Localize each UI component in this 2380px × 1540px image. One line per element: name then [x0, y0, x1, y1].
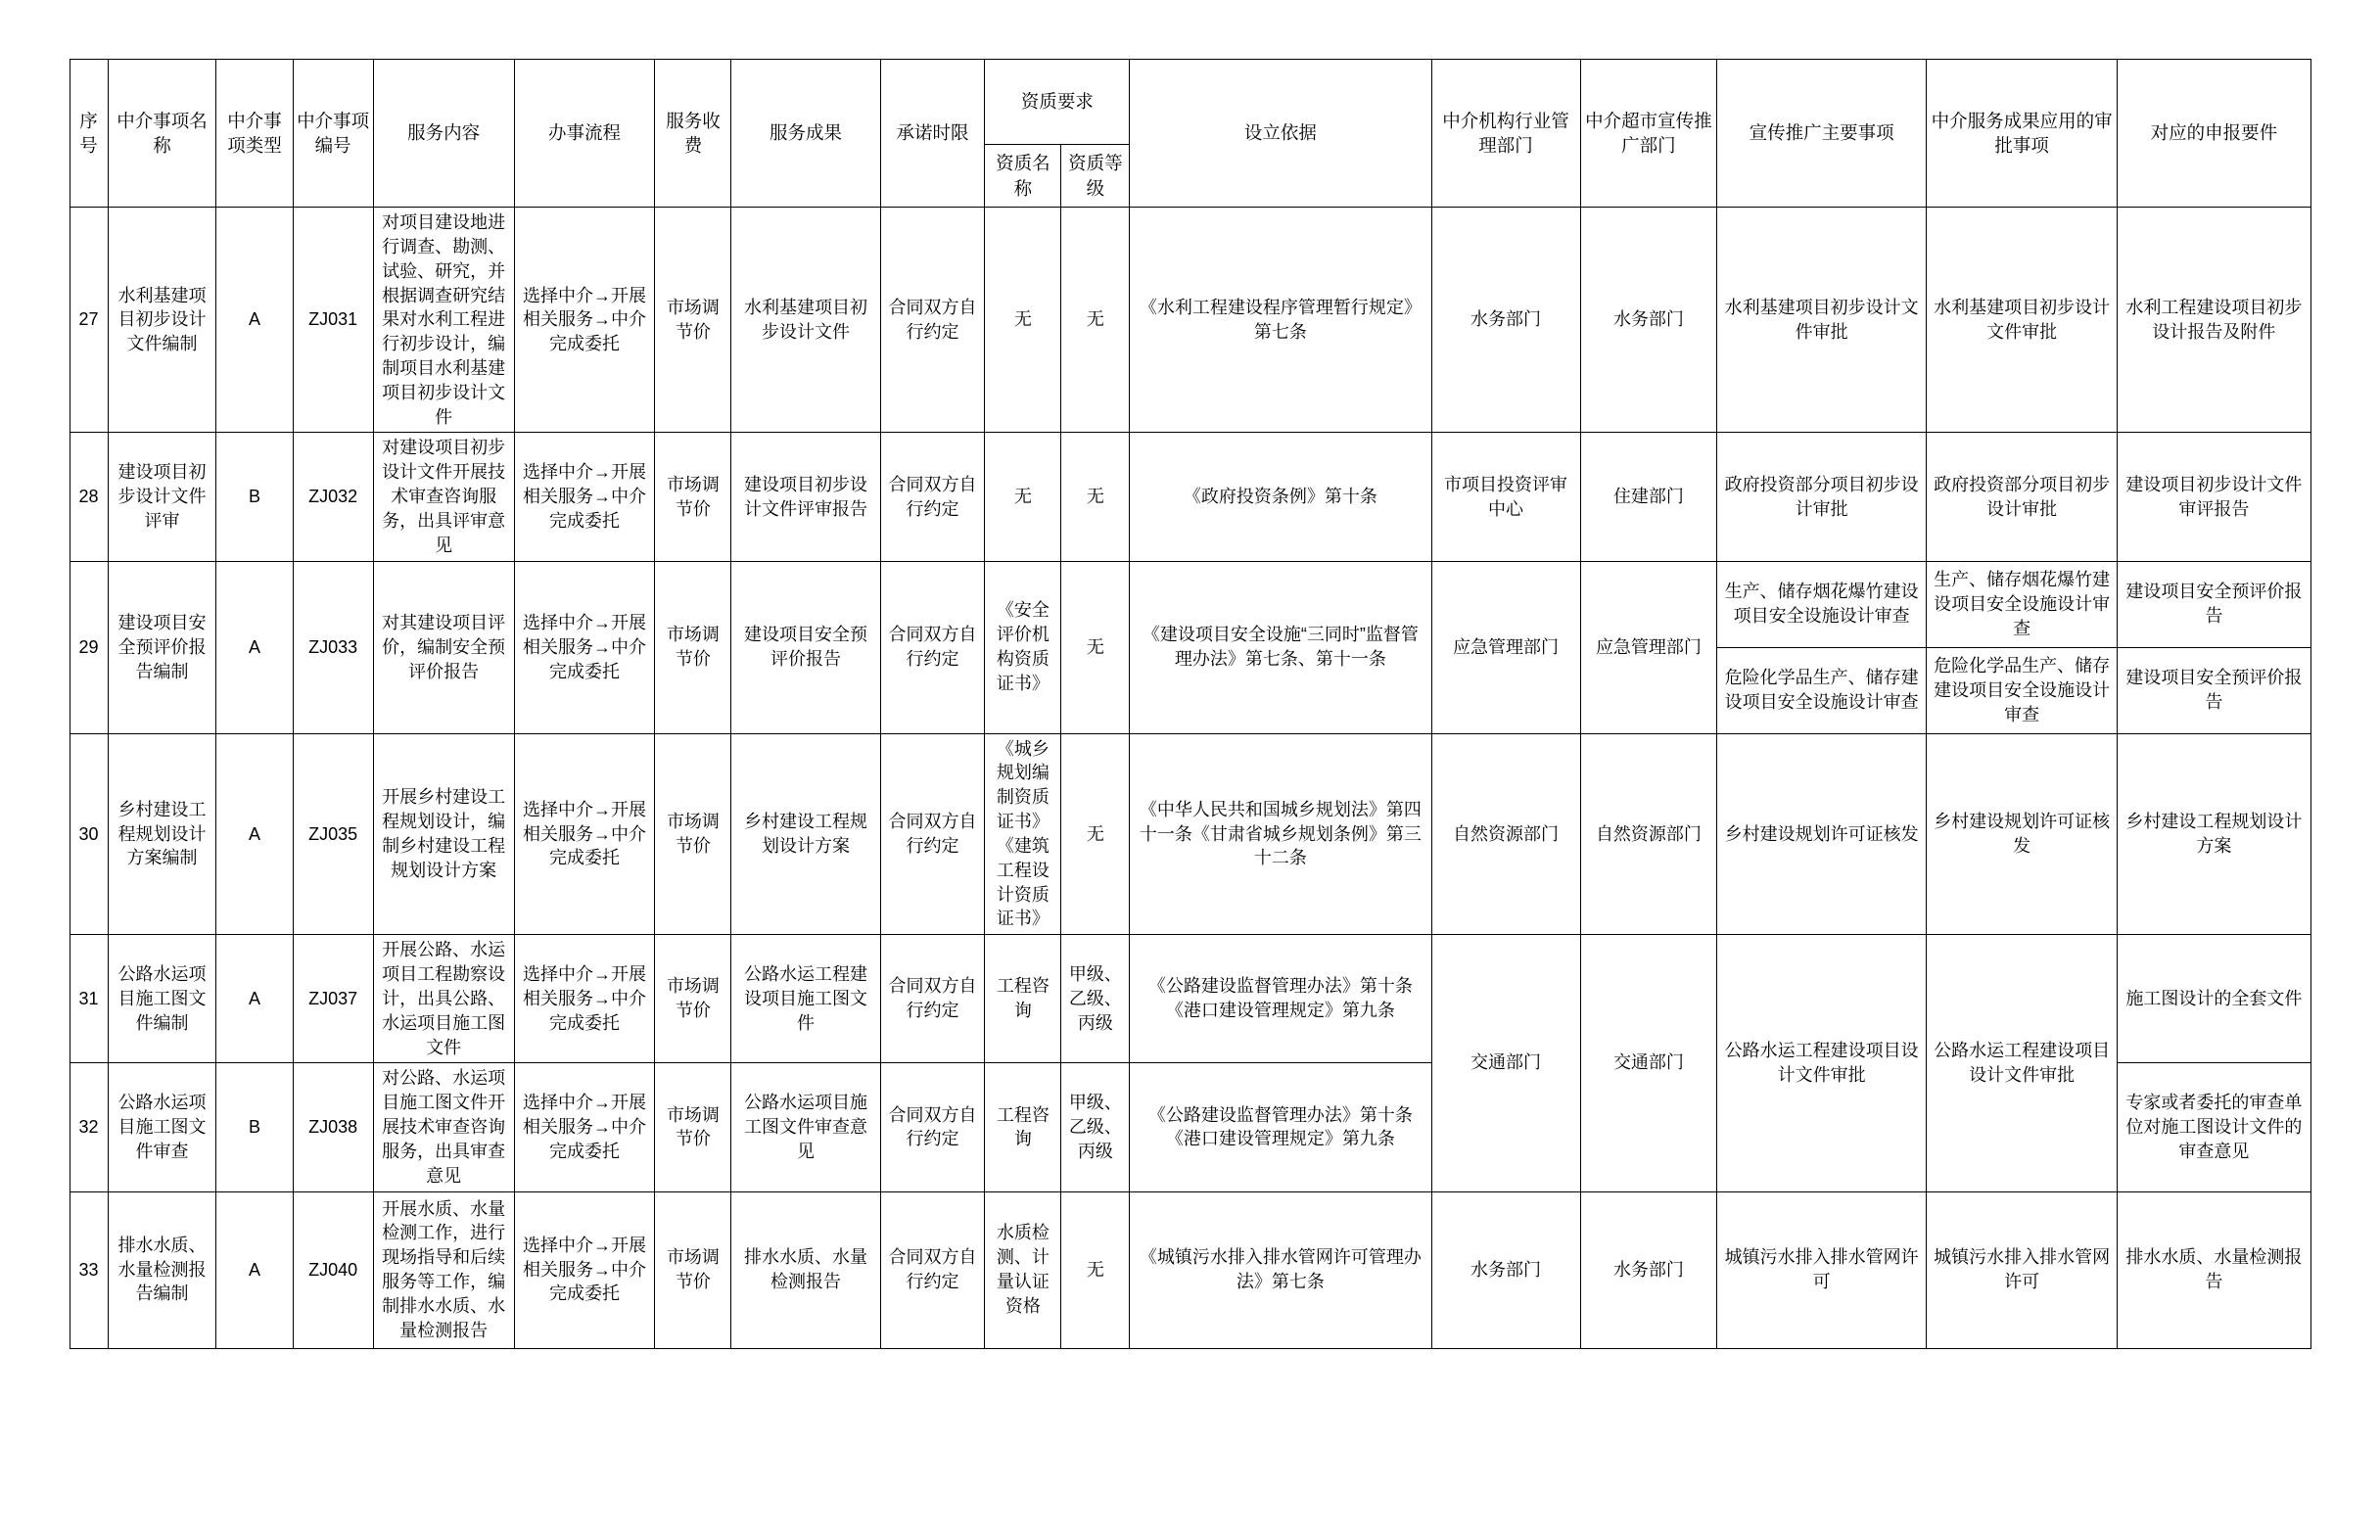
cell-qual-name: 《城乡规划编制资质证书》《建筑工程设计资质证书》: [985, 733, 1061, 935]
cell-type: A: [216, 561, 293, 733]
cell-content: 对其建设项目评价，编制安全预评价报告: [373, 561, 514, 733]
header-qualification-group: 资质要求: [985, 60, 1130, 145]
cell-fee: 市场调节价: [655, 935, 731, 1063]
cell-code: ZJ038: [293, 1063, 373, 1191]
cell-time: 合同双方自行约定: [880, 935, 985, 1063]
cell-flow: 选择中介→开展相关服务→中介完成委托: [514, 561, 655, 733]
cell-seq: 33: [70, 1191, 108, 1348]
cell-promo-items: 城镇污水排入排水管网许可: [1717, 1191, 1927, 1348]
cell-approval-items: 水利基建项目初步设计文件审批: [1926, 208, 2117, 433]
header-apply-docs: 对应的申报要件: [2118, 60, 2310, 208]
cell-name: 水利基建项目初步设计文件编制: [108, 208, 216, 433]
cell-promo-dept: 自然资源部门: [1580, 733, 1717, 935]
cell-flow: 选择中介→开展相关服务→中介完成委托: [514, 733, 655, 935]
cell-apply-docs: 水利工程建设项目初步设计报告及附件: [2118, 208, 2310, 433]
cell-fee: 市场调节价: [655, 433, 731, 561]
cell-approval-items: 危险化学品生产、储存建设项目安全设施设计审查: [1926, 647, 2117, 733]
cell-time: 合同双方自行约定: [880, 1063, 985, 1191]
cell-apply-docs: 施工图设计的全套文件: [2118, 935, 2310, 1063]
cell-fee: 市场调节价: [655, 1063, 731, 1191]
cell-industry-dept: 水务部门: [1431, 1191, 1580, 1348]
cell-name: 公路水运项目施工图文件编制: [108, 935, 216, 1063]
cell-code: ZJ040: [293, 1191, 373, 1348]
cell-code: ZJ033: [293, 561, 373, 733]
cell-qual-level: 甲级、乙级、丙级: [1061, 935, 1130, 1063]
cell-type: A: [216, 733, 293, 935]
cell-industry-dept: 交通部门: [1431, 935, 1580, 1191]
table-row: [70, 561, 2310, 647]
cell-time: 合同双方自行约定: [880, 208, 985, 433]
header-code: 中介事项编号: [293, 60, 373, 208]
cell-promo-items: 公路水运工程建设项目设计文件审批: [1717, 935, 1927, 1191]
cell-type: A: [216, 1191, 293, 1348]
cell-content: 对项目建设地进行调查、勘测、试验、研究，并根据调查研究结果对水利工程进行初步设计，编制项目水利基建项目初步设计文件: [373, 208, 514, 433]
cell-apply-docs: 建设项目初步设计文件审评报告: [2118, 433, 2310, 561]
cell-result: 建设项目初步设计文件评审报告: [731, 433, 880, 561]
cell-promo-items: 政府投资部分项目初步设计审批: [1717, 433, 1927, 561]
header-qual-name: 资质名称: [985, 145, 1061, 208]
cell-content: 开展公路、水运项目工程勘察设计，出具公路、水运项目施工图文件: [373, 935, 514, 1063]
cell-result: 公路水运工程建设项目施工图文件: [731, 935, 880, 1063]
cell-name: 乡村建设工程规划设计方案编制: [108, 733, 216, 935]
cell-content: 开展水质、水量检测工作，进行现场指导和后续服务等工作，编制排水水质、水量检测报告: [373, 1191, 514, 1348]
cell-promo-items: 水利基建项目初步设计文件审批: [1717, 208, 1927, 433]
cell-industry-dept: 应急管理部门: [1431, 561, 1580, 733]
header-basis: 设立依据: [1130, 60, 1431, 208]
cell-fee: 市场调节价: [655, 1191, 731, 1348]
cell-apply-docs: 专家或者委托的审查单位对施工图设计文件的审查意见: [2118, 1063, 2310, 1191]
header-industry-dept: 中介机构行业管理部门: [1431, 60, 1580, 208]
cell-industry-dept: 市项目投资评审中心: [1431, 433, 1580, 561]
header-content: 服务内容: [373, 60, 514, 208]
cell-qual-name: 工程咨询: [985, 935, 1061, 1063]
cell-promo-dept: 应急管理部门: [1580, 561, 1717, 733]
header-name: 中介事项名称: [108, 60, 216, 208]
cell-qual-level: 无: [1061, 208, 1130, 433]
cell-seq: 27: [70, 208, 108, 433]
header-qual-level: 资质等级: [1061, 145, 1130, 208]
header-seq: 序号: [70, 60, 108, 208]
table-row: [70, 1191, 2310, 1348]
table-row: [70, 433, 2310, 561]
cell-flow: 选择中介→开展相关服务→中介完成委托: [514, 1063, 655, 1191]
cell-name: 排水水质、水量检测报告编制: [108, 1191, 216, 1348]
cell-code: ZJ037: [293, 935, 373, 1063]
cell-qual-level: 无: [1061, 733, 1130, 935]
cell-fee: 市场调节价: [655, 208, 731, 433]
cell-result: 排水水质、水量检测报告: [731, 1191, 880, 1348]
cell-flow: 选择中介→开展相关服务→中介完成委托: [514, 1191, 655, 1348]
cell-flow: 选择中介→开展相关服务→中介完成委托: [514, 208, 655, 433]
cell-result: 乡村建设工程规划设计方案: [731, 733, 880, 935]
cell-qual-name: 无: [985, 208, 1061, 433]
cell-apply-docs: 建设项目安全预评价报告: [2118, 647, 2310, 733]
cell-qual-level: 无: [1061, 433, 1130, 561]
cell-time: 合同双方自行约定: [880, 1191, 985, 1348]
header-approval-items: 中介服务成果应用的审批事项: [1926, 60, 2117, 208]
header-flow: 办事流程: [514, 60, 655, 208]
cell-qual-level: 无: [1061, 1191, 1130, 1348]
cell-fee: 市场调节价: [655, 733, 731, 935]
cell-basis: 《公路建设监督管理办法》第十条《港口建设管理规定》第九条: [1130, 1063, 1431, 1191]
cell-code: ZJ032: [293, 433, 373, 561]
cell-qual-level: 甲级、乙级、丙级: [1061, 1063, 1130, 1191]
table-header-row: [70, 60, 2310, 145]
cell-basis: 《建设项目安全设施“三同时”监督管理办法》第七条、第十一条: [1130, 561, 1431, 733]
cell-approval-items: 政府投资部分项目初步设计审批: [1926, 433, 2117, 561]
cell-promo-items: 危险化学品生产、储存建设项目安全设施设计审查: [1717, 647, 1927, 733]
cell-content: 对建设项目初步设计文件开展技术审查咨询服务，出具评审意见: [373, 433, 514, 561]
cell-seq: 29: [70, 561, 108, 733]
cell-type: A: [216, 935, 293, 1063]
header-time: 承诺时限: [880, 60, 985, 208]
cell-flow: 选择中介→开展相关服务→中介完成委托: [514, 433, 655, 561]
cell-basis: 《中华人民共和国城乡规划法》第四十一条《甘肃省城乡规划条例》第三十二条: [1130, 733, 1431, 935]
cell-apply-docs: 建设项目安全预评价报告: [2118, 561, 2310, 647]
cell-promo-dept: 住建部门: [1580, 433, 1717, 561]
cell-flow: 选择中介→开展相关服务→中介完成委托: [514, 935, 655, 1063]
cell-approval-items: 城镇污水排入排水管网许可: [1926, 1191, 2117, 1348]
table-row: [70, 733, 2310, 935]
cell-approval-items: 公路水运工程建设项目设计文件审批: [1926, 935, 2117, 1191]
cell-content: 开展乡村建设工程规划设计，编制乡村建设工程规划设计方案: [373, 733, 514, 935]
cell-name: 公路水运项目施工图文件审查: [108, 1063, 216, 1191]
cell-seq: 28: [70, 433, 108, 561]
cell-industry-dept: 水务部门: [1431, 208, 1580, 433]
cell-type: A: [216, 208, 293, 433]
cell-approval-items: 乡村建设规划许可证核发: [1926, 733, 2117, 935]
cell-code: ZJ035: [293, 733, 373, 935]
cell-qual-level: 无: [1061, 561, 1130, 733]
cell-qual-name: 工程咨询: [985, 1063, 1061, 1191]
cell-promo-dept: 水务部门: [1580, 208, 1717, 433]
cell-promo-items: 乡村建设规划许可证核发: [1717, 733, 1927, 935]
table-row: [70, 208, 2310, 433]
cell-qual-name: 《安全评价机构资质证书》: [985, 561, 1061, 733]
cell-promo-items: 生产、储存烟花爆竹建设项目安全设施设计审查: [1717, 561, 1927, 647]
cell-promo-dept: 交通部门: [1580, 935, 1717, 1191]
cell-name: 建设项目初步设计文件评审: [108, 433, 216, 561]
header-type: 中介事项类型: [216, 60, 293, 208]
cell-qual-name: 水质检测、计量认证资格: [985, 1191, 1061, 1348]
cell-seq: 31: [70, 935, 108, 1063]
header-promo-items: 宣传推广主要事项: [1717, 60, 1927, 208]
cell-seq: 30: [70, 733, 108, 935]
cell-apply-docs: 乡村建设工程规划设计方案: [2118, 733, 2310, 935]
cell-result: 公路水运项目施工图文件审查意见: [731, 1063, 880, 1191]
cell-fee: 市场调节价: [655, 561, 731, 733]
cell-seq: 32: [70, 1063, 108, 1191]
cell-time: 合同双方自行约定: [880, 733, 985, 935]
cell-basis: 《水利工程建设程序管理暂行规定》第七条: [1130, 208, 1431, 433]
header-fee: 服务收费: [655, 60, 731, 208]
cell-qual-name: 无: [985, 433, 1061, 561]
cell-time: 合同双方自行约定: [880, 433, 985, 561]
cell-basis: 《政府投资条例》第十条: [1130, 433, 1431, 561]
cell-result: 水利基建项目初步设计文件: [731, 208, 880, 433]
cell-content: 对公路、水运项目施工图文件开展技术审查咨询服务，出具审查意见: [373, 1063, 514, 1191]
cell-apply-docs: 排水水质、水量检测报告: [2118, 1191, 2310, 1348]
table-row: [70, 935, 2310, 1063]
cell-basis: 《城镇污水排入排水管网许可管理办法》第七条: [1130, 1191, 1431, 1348]
cell-type: B: [216, 1063, 293, 1191]
cell-result: 建设项目安全预评价报告: [731, 561, 880, 733]
cell-promo-dept: 水务部门: [1580, 1191, 1717, 1348]
header-result: 服务成果: [731, 60, 880, 208]
intermediary-services-table: [70, 59, 2311, 1349]
cell-time: 合同双方自行约定: [880, 561, 985, 733]
cell-approval-items: 生产、储存烟花爆竹建设项目安全设施设计审查: [1926, 561, 2117, 647]
header-promo-dept: 中介超市宣传推广部门: [1580, 60, 1717, 208]
cell-code: ZJ031: [293, 208, 373, 433]
cell-basis: 《公路建设监督管理办法》第十条《港口建设管理规定》第九条: [1130, 935, 1431, 1063]
cell-name: 建设项目安全预评价报告编制: [108, 561, 216, 733]
cell-type: B: [216, 433, 293, 561]
cell-industry-dept: 自然资源部门: [1431, 733, 1580, 935]
